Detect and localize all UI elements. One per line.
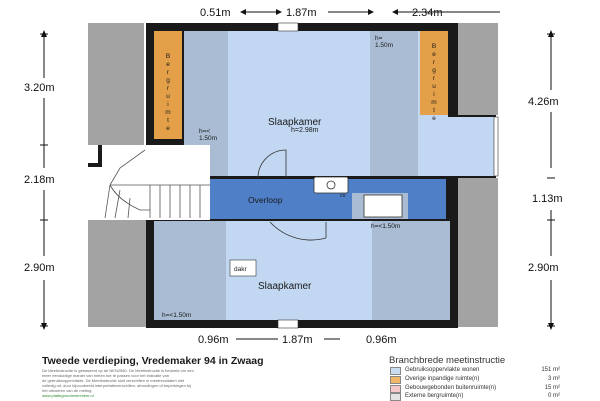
legend-row <box>390 392 560 400</box>
low-zone-bottom-right <box>372 221 450 320</box>
storage-right-char: g <box>432 67 436 74</box>
roof-slope-top-right <box>458 23 498 115</box>
roof-slope-mid-right <box>458 178 498 220</box>
dim-top-1: 0.51m <box>200 7 231 19</box>
legend-label: Gebruiksoppervlakte wonen <box>405 367 480 373</box>
storage-left-char: r <box>166 69 170 76</box>
room-name-bottom: Slaapkamer <box>258 281 312 292</box>
height-overloop-right: h=<1.50m <box>371 223 401 230</box>
legend-label: Externe bergruimte(n) <box>405 393 464 399</box>
room-name-overloop: Overloop <box>248 195 283 205</box>
room-height-top: h=2.98m <box>291 127 319 134</box>
room-name-top: Slaapkamer <box>268 117 322 128</box>
dim-right-2: 1.13m <box>532 193 563 205</box>
storage-left-char: g <box>166 77 170 84</box>
footer-note-line: meer eenduidige manier van meten toe te passen voor het indicatie van <box>42 373 169 378</box>
storage-right-char: e <box>432 115 436 122</box>
footer-note-line: volledig uit, door bijvoorbeeld interpretatieverschillen, afrondingen of beperkingen bij <box>42 383 191 388</box>
footer-note-line: de gebruiksoppervlakte. De Meetinstructie sluit verschillen in meetresultaten niet <box>42 378 185 383</box>
legend-row <box>390 366 560 374</box>
dim-bottom-2: 1.87m <box>282 334 313 345</box>
height-top-right-2: 1.50m <box>375 42 394 49</box>
storage-left-char: e <box>166 61 170 68</box>
dim-right-3: 2.90m <box>528 262 559 274</box>
storage-right-char: B <box>431 43 437 50</box>
storage-left-char: t <box>167 117 169 124</box>
height-bottom-left: h=<1.50m <box>162 312 192 319</box>
storage-right-char: t <box>433 107 435 114</box>
legend-value: 151 m² <box>541 367 560 373</box>
storage-left-char: B <box>165 53 171 60</box>
cv-label: cv <box>340 193 346 199</box>
storage-left-char: i <box>167 101 169 108</box>
dim-bottom-1: 0.96m <box>198 334 229 345</box>
roof-slope-top-left <box>88 23 144 145</box>
footer-note-line: het uitvoeren van de meting. <box>42 388 93 393</box>
legend-value: 0 m² <box>548 393 560 399</box>
dakraam-unit <box>364 195 402 217</box>
dim-left-1: 3.20m <box>24 82 55 94</box>
legend-row <box>390 384 560 392</box>
dakr-label: dakr <box>234 266 247 273</box>
footer-note-line: De Meetinstructie is gebaseerd op de NEN2580. De Meetinstructie is bedoeld om een <box>42 368 194 373</box>
storage-right-char: m <box>431 99 437 106</box>
floor-title: Tweede verdieping, Vredemaker 94 in Zwaag <box>42 355 264 367</box>
storage-right-char: r <box>432 75 436 82</box>
dim-left-2: 2.18m <box>24 174 55 186</box>
storage-right-char: i <box>433 91 435 98</box>
legend-label: Gebouwgebonden buitenruimte(n) <box>405 385 497 391</box>
storage-left-char: u <box>166 93 170 100</box>
storage-left-char: m <box>165 109 171 116</box>
legend-swatch <box>390 376 401 384</box>
legend-title: Branchbrede meetinstructie <box>389 355 506 366</box>
dim-right-1: 4.26m <box>528 96 559 108</box>
dim-bottom-3: 0.96m <box>366 334 397 345</box>
storage-right-char: e <box>432 51 436 58</box>
dim-left-3: 2.90m <box>24 262 55 274</box>
storage-right-char: r <box>432 59 436 66</box>
legend-value: 15 m² <box>544 385 560 391</box>
height-mid-left-1: h=< <box>199 128 211 135</box>
legend-label: Overige inpandige ruimte(n) <box>405 376 480 382</box>
storage-left-char: r <box>166 85 170 92</box>
height-mid-left-2: 1.50m <box>199 135 218 142</box>
legend-swatch <box>390 367 401 375</box>
dim-top-2: 1.87m <box>286 7 317 19</box>
height-top-right-1: h= <box>375 35 383 42</box>
footer-note-link: www.plattegrondenenmeer.nl <box>42 393 94 398</box>
dormer-floor <box>446 117 494 176</box>
storage-right-char: u <box>432 83 436 90</box>
dim-top-3: 2.34m <box>412 7 443 19</box>
cv-unit <box>314 177 348 193</box>
storage-left-char: e <box>166 125 170 132</box>
low-zone-bottom-left <box>154 221 226 320</box>
legend-row <box>390 375 560 383</box>
legend-value: 3 m² <box>548 376 560 382</box>
low-zone-right <box>370 31 418 176</box>
roof-slope-bottom-left <box>88 220 146 327</box>
